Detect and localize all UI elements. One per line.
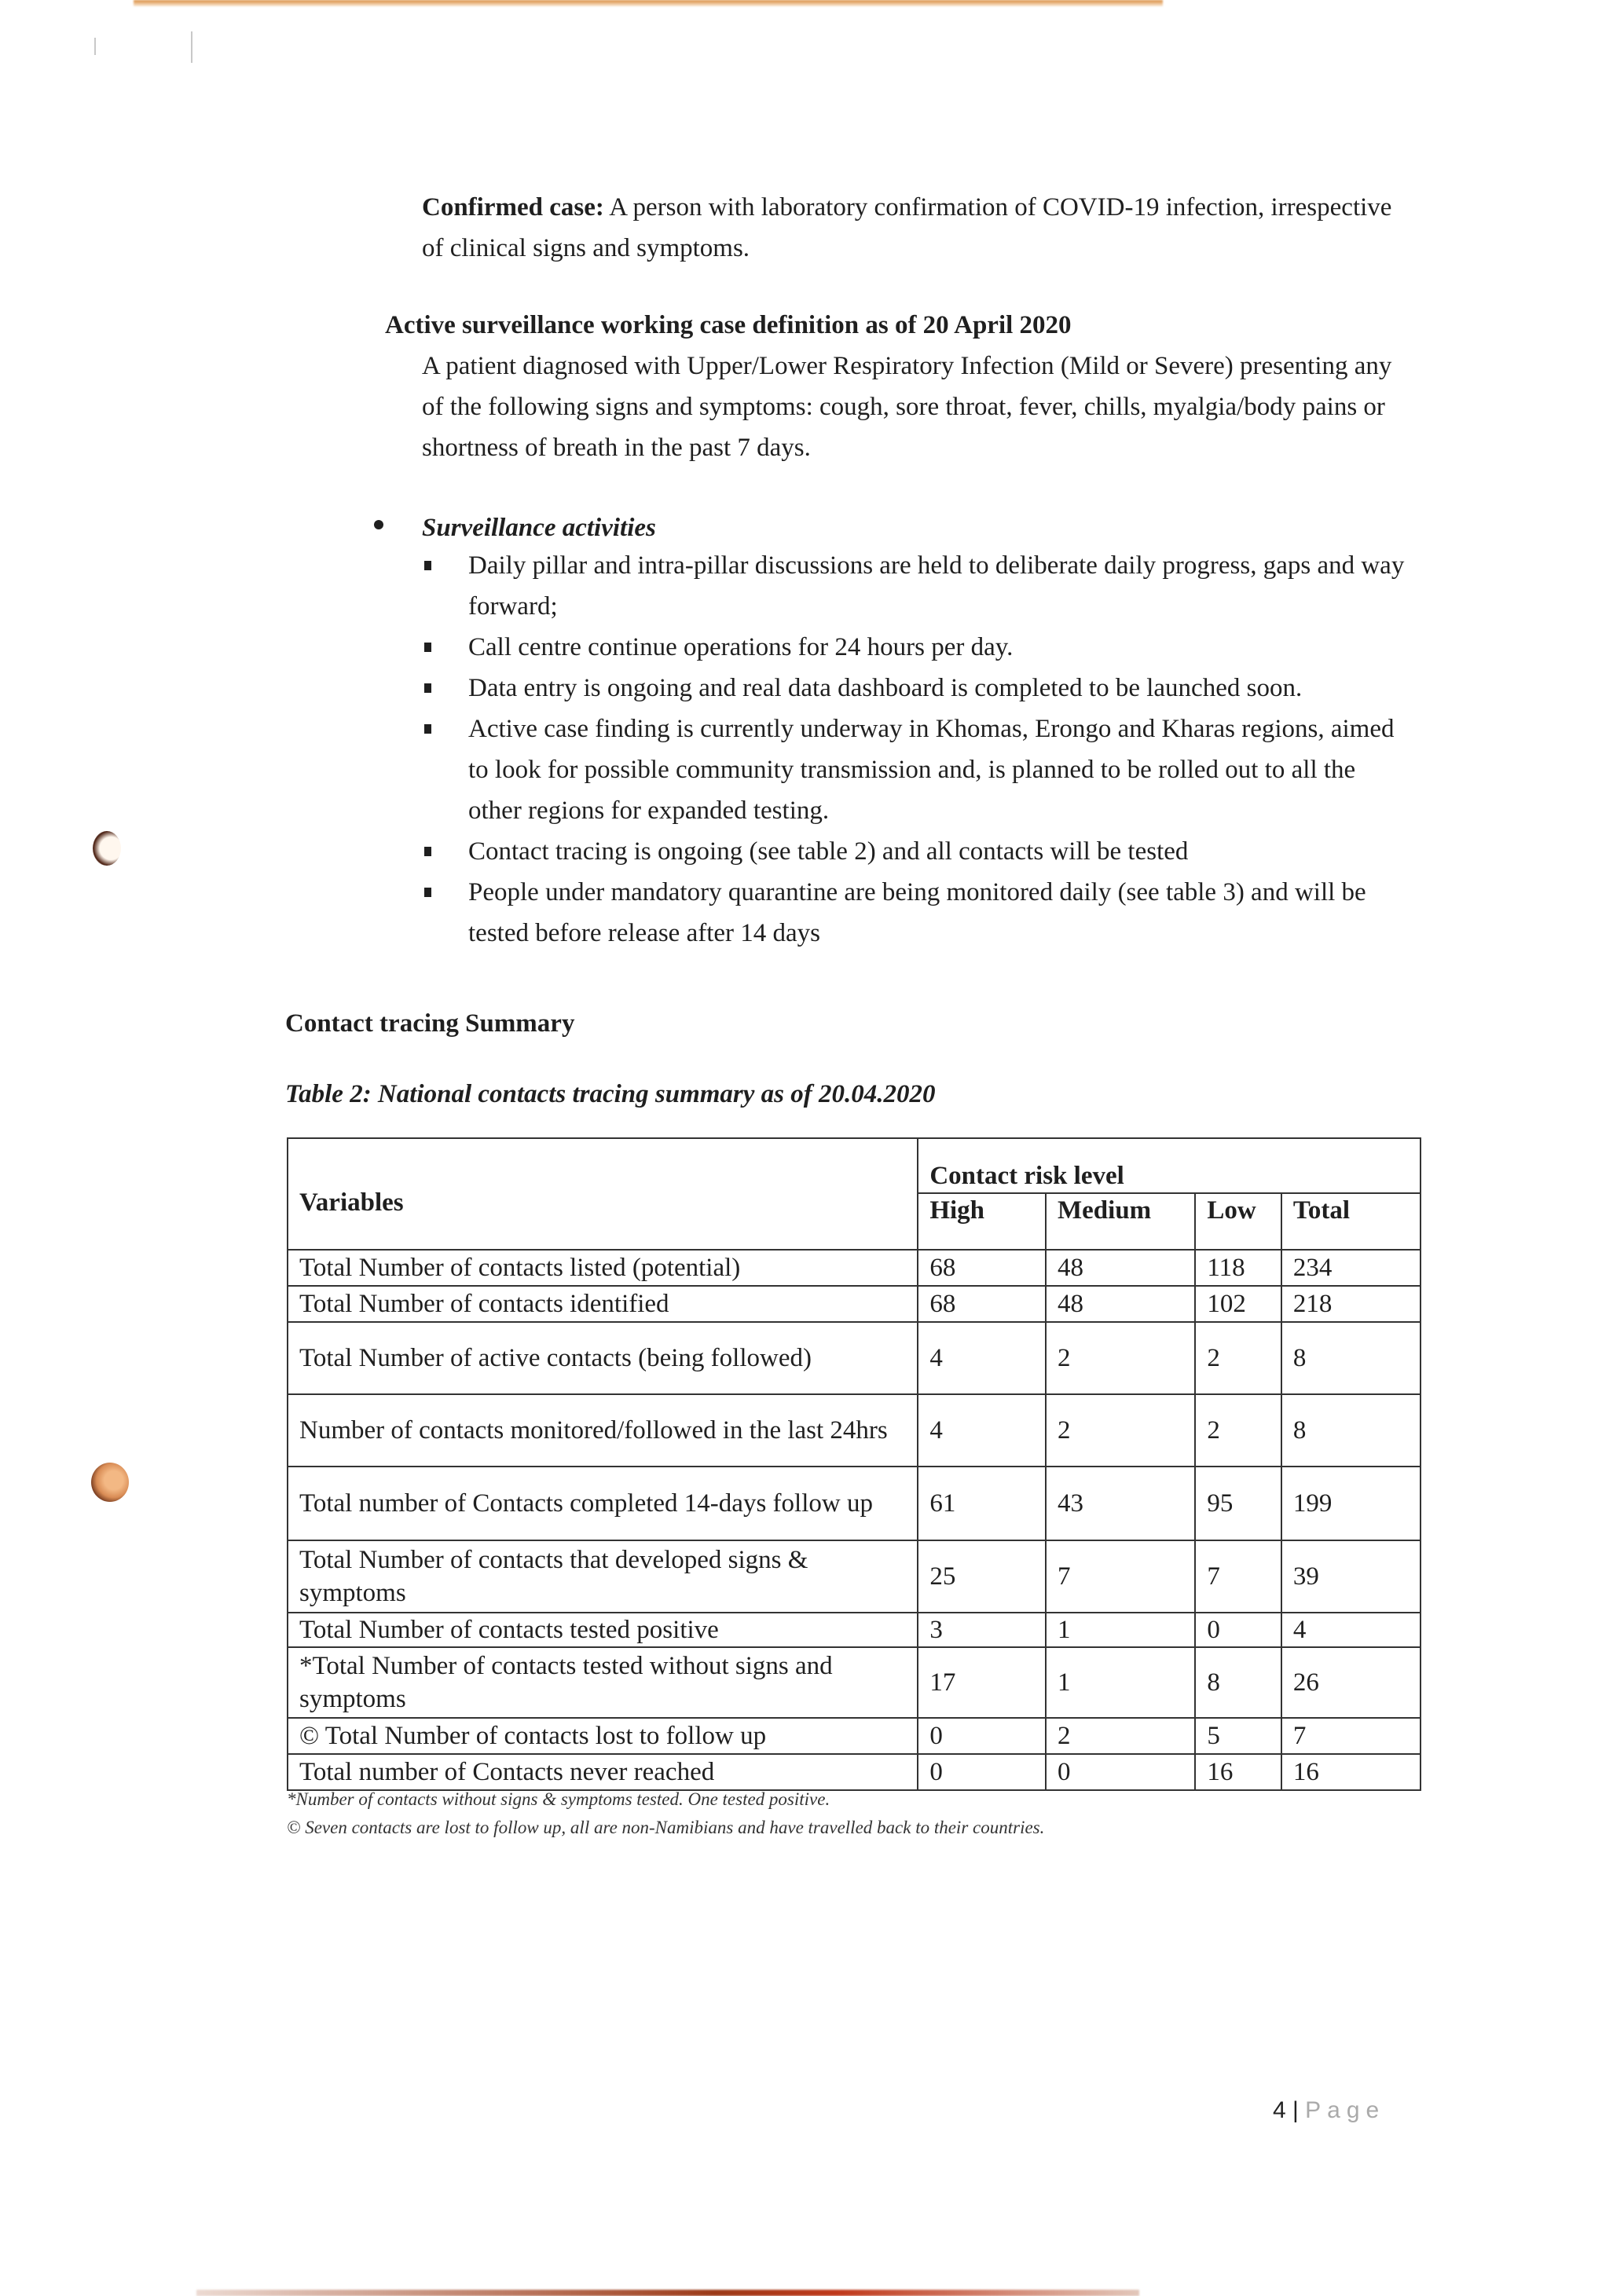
cell-low: 118 [1195,1250,1281,1286]
table-row [288,1613,1421,1647]
row-label: Total Number of contacts tested positive [288,1613,918,1647]
cell-low: 5 [1195,1718,1281,1754]
cell-high: 17 [918,1647,1046,1718]
square-bullet-icon [424,724,431,734]
bullet-icon [374,520,383,529]
square-bullet-icon [424,561,431,570]
cell-medium: 2 [1046,1322,1195,1394]
cell-total: 234 [1281,1250,1421,1286]
cell-total: 39 [1281,1540,1421,1613]
cell-high: 4 [918,1322,1046,1394]
table-row [288,1540,1421,1613]
cell-high: 3 [918,1613,1046,1647]
square-bullet-icon [424,847,431,856]
column-header-total: Total [1281,1193,1421,1250]
table-row [288,1250,1421,1286]
cell-total: 199 [1281,1467,1421,1540]
cell-low: 95 [1195,1467,1281,1540]
cell-high: 25 [918,1540,1046,1613]
cell-low: 102 [1195,1286,1281,1322]
column-header-low: Low [1195,1193,1281,1250]
cell-medium: 48 [1046,1250,1195,1286]
column-header-high: High [918,1193,1046,1250]
table-caption: Table 2: National contacts tracing summary as of 20.04.2020 [285,1080,936,1108]
active-surveillance-heading: Active surveillance working case definition as of 20 April 2020 [385,311,1072,339]
cell-total: 7 [1281,1718,1421,1754]
cell-medium: 2 [1046,1394,1195,1467]
table-footnote: © Seven contacts are lost to follow up, all are non-Namibians and have travelled back to their countries. [287,1818,1045,1837]
square-bullet-icon [424,643,431,652]
surveillance-activities-heading: Surveillance activities [422,514,656,542]
cell-total: 26 [1281,1647,1421,1718]
cell-high: 0 [918,1718,1046,1754]
list-item: People under mandatory quarantine are being monitored daily (see table 3) and will be tested before release after 14 days [424,872,1414,954]
column-group-header: Contact risk level [918,1138,1421,1193]
punch-hole-mark [91,1463,129,1502]
square-bullet-icon [424,888,431,897]
row-label: Total Number of contacts that developed signs & symptoms [288,1540,918,1613]
cell-medium: 0 [1046,1754,1195,1790]
table-row [288,1322,1421,1394]
scan-mark [94,38,96,55]
cell-low: 2 [1195,1394,1281,1467]
row-label: Total number of Contacts completed 14-days follow up [288,1467,918,1540]
cell-high: 68 [918,1250,1046,1286]
confirmed-case-label: Confirmed case: [422,193,604,222]
contact-tracing-table [287,1137,1421,1791]
cell-medium: 1 [1046,1647,1195,1718]
column-header-variables: Variables [288,1138,918,1250]
page-footer [1273,2097,1385,2124]
list-item: Call centre continue operations for 24 hours per day. [424,627,1414,668]
row-label: Total Number of active contacts (being followed) [288,1322,918,1394]
table-row [288,1286,1421,1322]
cell-low: 7 [1195,1540,1281,1613]
cell-high: 0 [918,1754,1046,1790]
table-row [288,1718,1421,1754]
page-separator: | [1292,2097,1299,2123]
cell-low: 0 [1195,1613,1281,1647]
page-number: 4 [1273,2097,1286,2123]
confirmed-case-definition [422,187,1420,269]
cell-total: 16 [1281,1754,1421,1790]
cell-total: 218 [1281,1286,1421,1322]
cell-medium: 2 [1046,1718,1195,1754]
scan-edge-bottom [196,2290,1139,2296]
list-item: Daily pillar and intra-pillar discussions are held to deliberate daily progress, gaps and way forward; [424,545,1414,627]
cell-total: 8 [1281,1394,1421,1467]
cell-low: 8 [1195,1647,1281,1718]
row-label: © Total Number of contacts lost to follow up [288,1718,918,1754]
row-label: Number of contacts monitored/followed in the last 24hrs [288,1394,918,1467]
table-row [288,1647,1421,1718]
scan-edge-top [134,0,1163,6]
cell-medium: 48 [1046,1286,1195,1322]
table-footnote: *Number of contacts without signs & symptoms tested. One tested positive. [287,1789,830,1809]
confirmed-case-text: A person with laboratory confirmation of COVID-19 infection, irrespective of clinical signs and symptoms. [422,193,1392,262]
list-item: Contact tracing is ongoing (see table 2) and all contacts will be tested [424,831,1414,872]
cell-high: 4 [918,1394,1046,1467]
table-row [288,1394,1421,1467]
table-group-header-row [288,1138,1421,1193]
cell-medium: 1 [1046,1613,1195,1647]
row-label: Total Number of contacts identified [288,1286,918,1322]
column-header-medium: Medium [1046,1193,1195,1250]
row-label: Total number of Contacts never reached [288,1754,918,1790]
table-row [288,1467,1421,1540]
square-bullet-icon [424,683,431,693]
active-surveillance-body: A patient diagnosed with Upper/Lower Respiratory Infection (Mild or Severe) presenting any of the following signs and symptoms: cough, sore throat, fever, chills, myalgia/body pains or shortness of breath in the past 7 days. [422,352,1392,462]
list-item: Active case finding is currently underway in Khomas, Erongo and Kharas regions, aimed to look for possible community transmission and, is planned to be rolled out to all the other regions for expanded testing. [424,709,1414,831]
contact-tracing-summary-heading: Contact tracing Summary [285,1009,575,1038]
row-label: *Total Number of contacts tested without signs and symptoms [288,1647,918,1718]
cell-high: 61 [918,1467,1046,1540]
cell-low: 16 [1195,1754,1281,1790]
surveillance-activities-list [424,545,1414,954]
cell-medium: 43 [1046,1467,1195,1540]
cell-total: 8 [1281,1322,1421,1394]
table-row [288,1754,1421,1790]
cell-high: 68 [918,1286,1046,1322]
cell-medium: 7 [1046,1540,1195,1613]
row-label: Total Number of contacts listed (potential) [288,1250,918,1286]
punch-hole-mark [93,831,121,866]
scan-mark [191,31,192,63]
cell-total: 4 [1281,1613,1421,1647]
cell-low: 2 [1195,1322,1281,1394]
page-label: Page [1305,2097,1386,2123]
list-item: Data entry is ongoing and real data dashboard is completed to be launched soon. [424,668,1414,709]
